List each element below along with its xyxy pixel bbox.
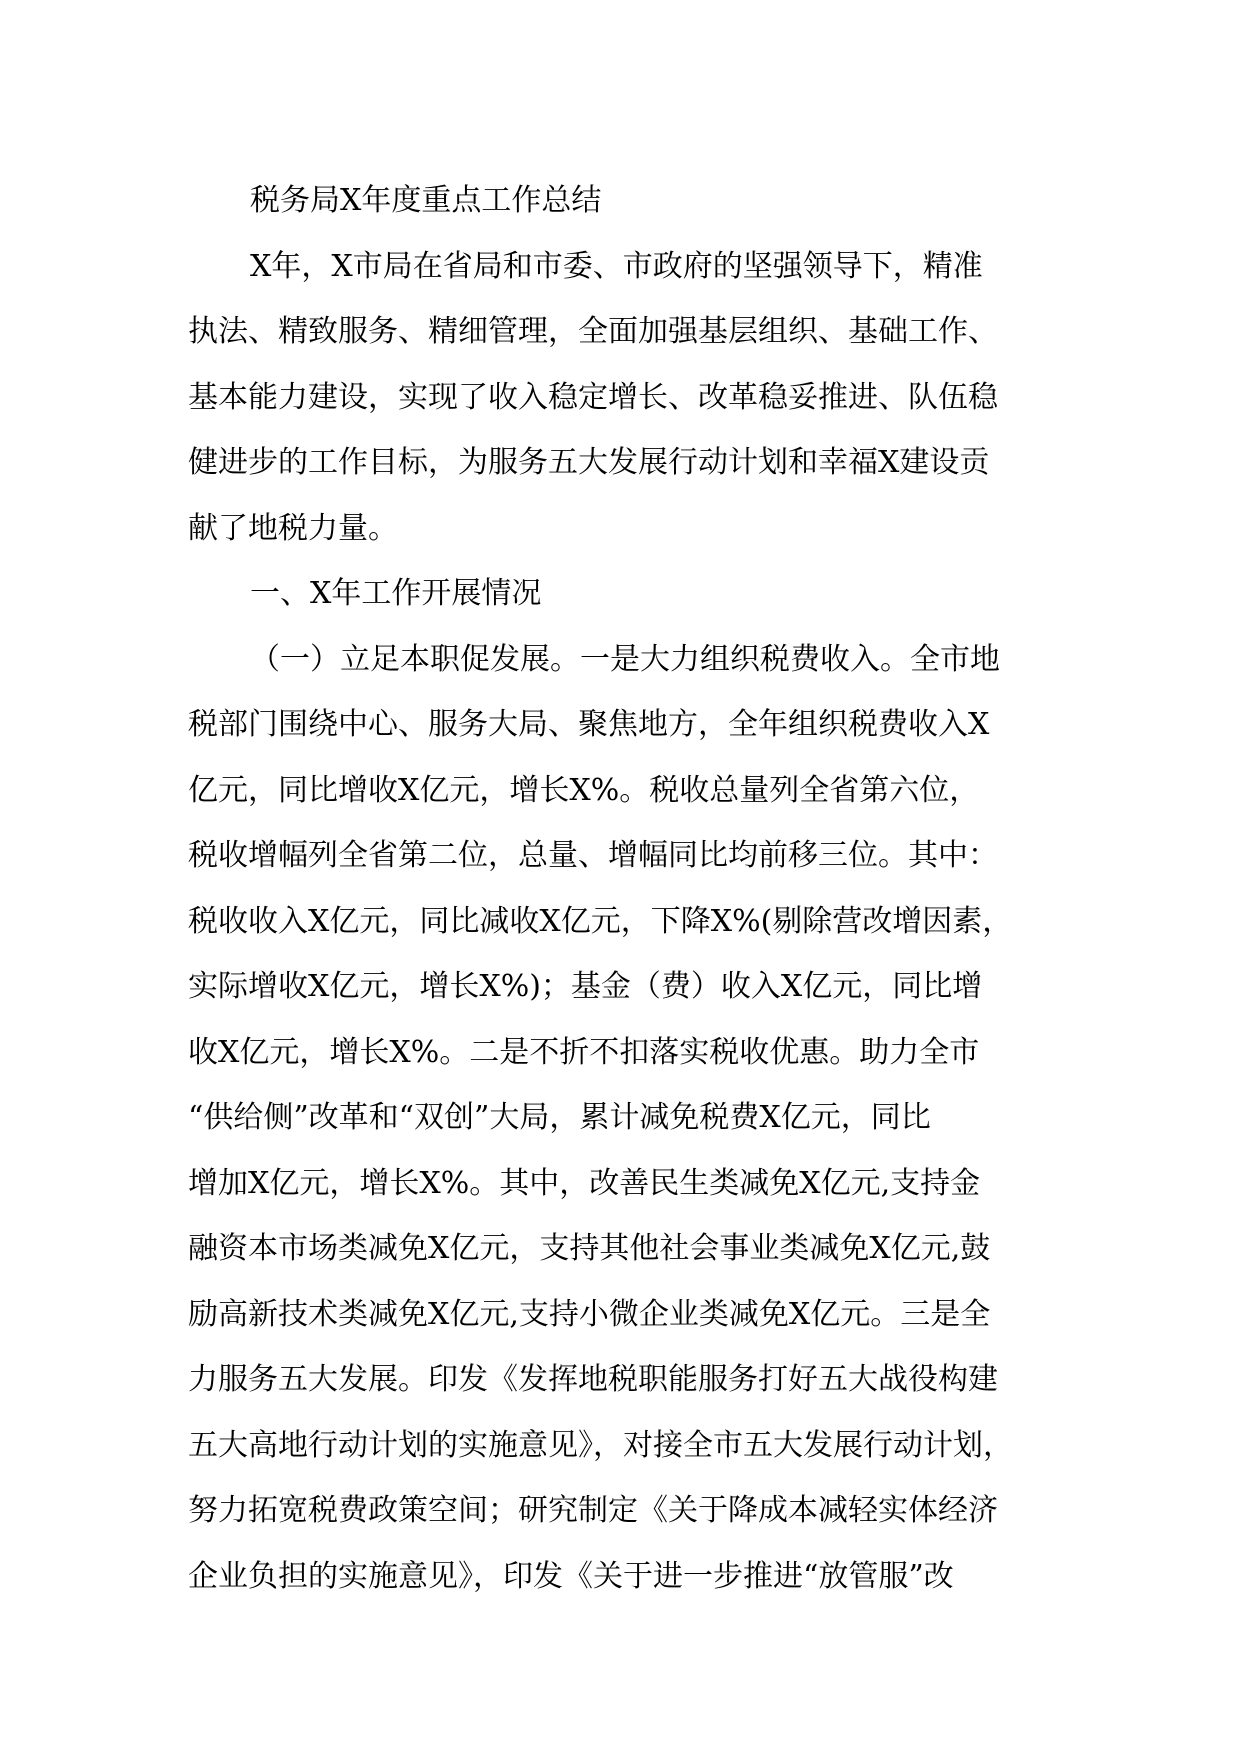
paragraph-line: 基本能力建设，实现了收入稳定增长、改革稳妥推进、队伍稳 [188,379,998,415]
section-heading [188,561,1088,627]
section-heading-line: 一、X年工作开展情况 [250,576,542,611]
paragraph-line: 增加X亿元，增长X%。其中，改善民生类减免X亿元,支持金 [188,1165,981,1201]
paragraph-line: 收X亿元，增长X%。二是不折不扣落实税收优惠。助力全市 [188,1034,980,1070]
paragraph-line: “供给侧”改革和“双创”大局，累计减免税费X亿元，同比 [188,1100,931,1135]
paragraph-section-one [188,627,1088,1610]
paragraph-line: 亿元，同比增收X亿元，增长X%。税收总量列全省第六位， [188,772,980,808]
paragraph-line: 献了地税力量。 [188,510,398,546]
paragraph-line: 健进步的工作目标，为服务五大发展行动计划和幸福X建设贡 [188,445,990,480]
paragraph-line: 税部门围绕中心、服务大局、聚焦地方，全年组织税费收入X [188,707,990,742]
paragraph-line: 力服务五大发展。印发《发挥地税职能服务打好五大战役构建 [188,1362,998,1397]
paragraph-intro [188,234,1088,562]
paragraph-line: 努力拓宽税费政策空间；研究制定《关于降成本减轻实体经济 [188,1493,998,1528]
paragraph-line: 励高新技术类减免X亿元,支持小微企业类减免X亿元。三是全 [188,1296,991,1332]
paragraph-line: 五大高地行动计划的实施意见》，对接全市五大发展行动计划， [188,1427,1013,1463]
paragraph-line: 融资本市场类减免X亿元，支持其他社会事业类减免X亿元,鼓 [188,1231,991,1266]
document-body [188,168,1088,1609]
paragraph-line: 税收收入X亿元，同比减收X亿元，下降X%(剔除营改增因素， [188,903,1013,939]
document-title: 税务局X年度重点工作总结 [250,183,602,218]
paragraph-line: 税收增幅列全省第二位，总量、增幅同比均前移三位。其中： [188,838,998,873]
paragraph-line: 执法、精致服务、精细管理，全面加强基层组织、基础工作、 [188,314,998,349]
paragraph-line: 实际增收X亿元，增长X%)；基金（费）收入X亿元，同比增 [188,969,983,1004]
paragraph-line: X年，X市局在省局和市委、市政府的坚强领导下，精准 [250,248,983,284]
paragraph-line: 企业负担的实施意见》，印发《关于进一步推进“放管服”改 [188,1558,954,1594]
paragraph-line: （一）立足本职促发展。一是大力组织税费收入。全市地 [250,641,1000,677]
